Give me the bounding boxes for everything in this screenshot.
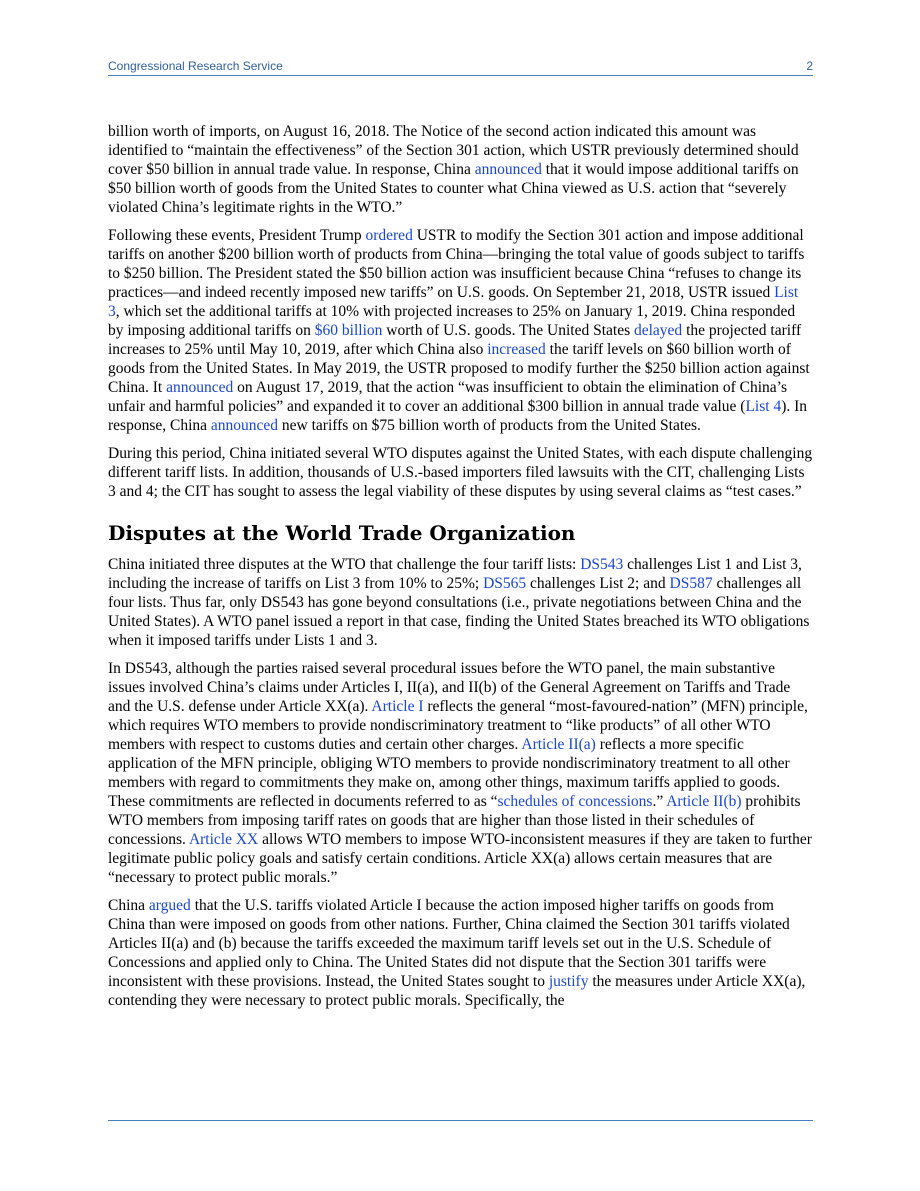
text: In DS543, although the parties raised several procedural issues before the WTO panel, the main substantive issues involved China’s claims under Articles I, II(a), and II(b) of the General Agreement on Tariffs and Trade and the U.S. defense under Article XX(a). bbox=[108, 660, 791, 715]
link-list-3[interactable]: List 3 bbox=[108, 284, 799, 320]
link-ds543[interactable]: DS543 bbox=[580, 556, 624, 573]
text: the projected tariff increases to 25% until May 10, 2019, after which China also bbox=[108, 322, 802, 358]
text: that the U.S. tariffs violated Article I because the action imposed higher tariffs on goods from China than were imposed on goods from other nations. Further, China claimed the Section 301 tariffs violated Articles II(a) and (b) because the tariffs exceeded the maximum tariff levels set out in the U.S. Schedule of Concessions and applied only to China. The United States did not dispute that the Section 301 tariffs were inconsistent with these provisions. Instead, the United States sought to bbox=[108, 897, 790, 990]
footer-divider bbox=[108, 1120, 813, 1121]
text: , which set the additional tariffs at 10% with projected increases to 25% on January 1, 2019. China responded by imposing additional tariffs on bbox=[108, 303, 796, 339]
text: the tariff levels on $60 billion worth of goods from the United States. In May 2019, the USTR proposed to modify further the $250 billion action against China. It bbox=[108, 341, 810, 396]
running-header bbox=[108, 59, 813, 76]
link-announced[interactable]: announced bbox=[474, 161, 542, 178]
text: on August 17, 2019, that the action “was insufficient to obtain the elimination of China’s unfair and harmful policies” and expanded it to cover an additional $300 billion in annual trade value ( bbox=[108, 379, 788, 415]
text: the measures under Article XX(a), contending they were necessary to protect public morals. Specifically, the bbox=[108, 973, 806, 1009]
paragraph bbox=[108, 226, 813, 435]
text: reflects the general “most-favoured-nation” (MFN) principle, which requires WTO members to provide nondiscriminatory treatment to “like products” of all other WTO members with respect to customs duties and certain other charges. bbox=[108, 698, 808, 753]
text: billion worth of imports, on August 16, 2018. The Notice of the second action indicated this amount was identified to “maintain the effectiveness” of the Section 301 action, which USTR previously determined should cover $50 billion in annual trade value. In response, China bbox=[108, 123, 799, 178]
text: allows WTO members to impose WTO-inconsistent measures if they are taken to further legitimate public policy goals and satisfy certain conditions. Article XX(a) allows certain measures that are “necessary to protect public morals.” bbox=[108, 831, 812, 886]
link-increased[interactable]: increased bbox=[487, 341, 546, 358]
text: challenges List 2; and bbox=[526, 575, 670, 592]
text: During this period, China initiated several WTO disputes against the United States, with each dispute challenging different tariff lists. In addition, thousands of U.S.-based importers filed lawsuits with the CIT, challenging Lists 3 and 4; the CIT has sought to assess the legal viability of these disputes by using several claims as “test cases.” bbox=[108, 445, 813, 500]
page-number: 2 bbox=[806, 59, 813, 73]
link-announced[interactable]: announced bbox=[210, 417, 279, 434]
link-ds565[interactable]: DS565 bbox=[483, 575, 527, 592]
section-heading: Disputes at the World Trade Organization bbox=[108, 521, 576, 545]
link-article-ii-b[interactable]: Article II(b) bbox=[666, 793, 742, 810]
text: ). In response, China bbox=[108, 398, 808, 434]
text: prohibits WTO members from imposing tariff rates on goods that are higher than those listed in their schedules of concessions. bbox=[108, 793, 801, 848]
link-article-i[interactable]: Article I bbox=[371, 698, 424, 715]
link-60-billion[interactable]: $60 billion bbox=[314, 322, 383, 339]
link-argued[interactable]: argued bbox=[148, 897, 191, 914]
link-announced[interactable]: announced bbox=[166, 379, 234, 396]
text: .” bbox=[652, 793, 667, 810]
link-delayed[interactable]: delayed bbox=[633, 322, 683, 339]
link-article-ii-a[interactable]: Article II(a) bbox=[521, 736, 596, 753]
paragraph bbox=[108, 555, 813, 650]
link-schedules-of-concessions[interactable]: schedules of concessions bbox=[497, 793, 653, 810]
text: China initiated three disputes at the WTO that challenge the four tariff lists: bbox=[108, 556, 581, 573]
document-body bbox=[108, 122, 813, 1019]
text: USTR to modify the Section 301 action and impose additional tariffs on another $200 billion worth of products from China—bringing the total value of goods subject to tariffs to $250 billion. The President stated the $50 billion action was insufficient because China “refuses to change its practices—and indeed recently imposed new tariffs” on U.S. goods. On September 21, 2018, USTR issued bbox=[108, 227, 805, 301]
text: Following these events, President Trump bbox=[108, 227, 366, 244]
text: challenges List 1 and List 3, including the increase of tariffs on List 3 from 10% to 25%; bbox=[108, 556, 802, 592]
text: challenges all four lists. Thus far, only DS543 has gone beyond consultations (i.e., private negotiations between China and the United States). A WTO panel issued a report in that case, finding the United States breached its WTO obligations when it imposed tariffs under Lists 1 and 3. bbox=[108, 575, 810, 649]
paragraph bbox=[108, 896, 813, 1010]
header-org-name: Congressional Research Service bbox=[108, 59, 283, 73]
text: reflects a more specific application of the MFN principle, obliging WTO members to provide nondiscriminatory treatment to all other members with regard to commitments they make on, among other things, maximum tariffs applied to goods. These commitments are reflected in documents referred to as “ bbox=[108, 736, 790, 810]
link-article-xx[interactable]: Article XX bbox=[188, 831, 259, 848]
text: that it would impose additional tariffs on $50 billion worth of goods from the United States to counter what China viewed as U.S. action that “severely violated China’s legitimate rights in the WTO.” bbox=[108, 161, 799, 216]
text: worth of U.S. goods. The United States bbox=[382, 322, 634, 339]
paragraph bbox=[108, 122, 813, 217]
paragraph bbox=[108, 444, 813, 501]
link-ds587[interactable]: DS587 bbox=[669, 575, 713, 592]
link-ordered[interactable]: ordered bbox=[365, 227, 413, 244]
link-list-4[interactable]: List 4 bbox=[745, 398, 782, 415]
text: China bbox=[108, 897, 149, 914]
link-justify[interactable]: justify bbox=[548, 973, 589, 990]
text: new tariffs on $75 billion worth of products from the United States. bbox=[278, 417, 701, 434]
paragraph bbox=[108, 659, 813, 887]
